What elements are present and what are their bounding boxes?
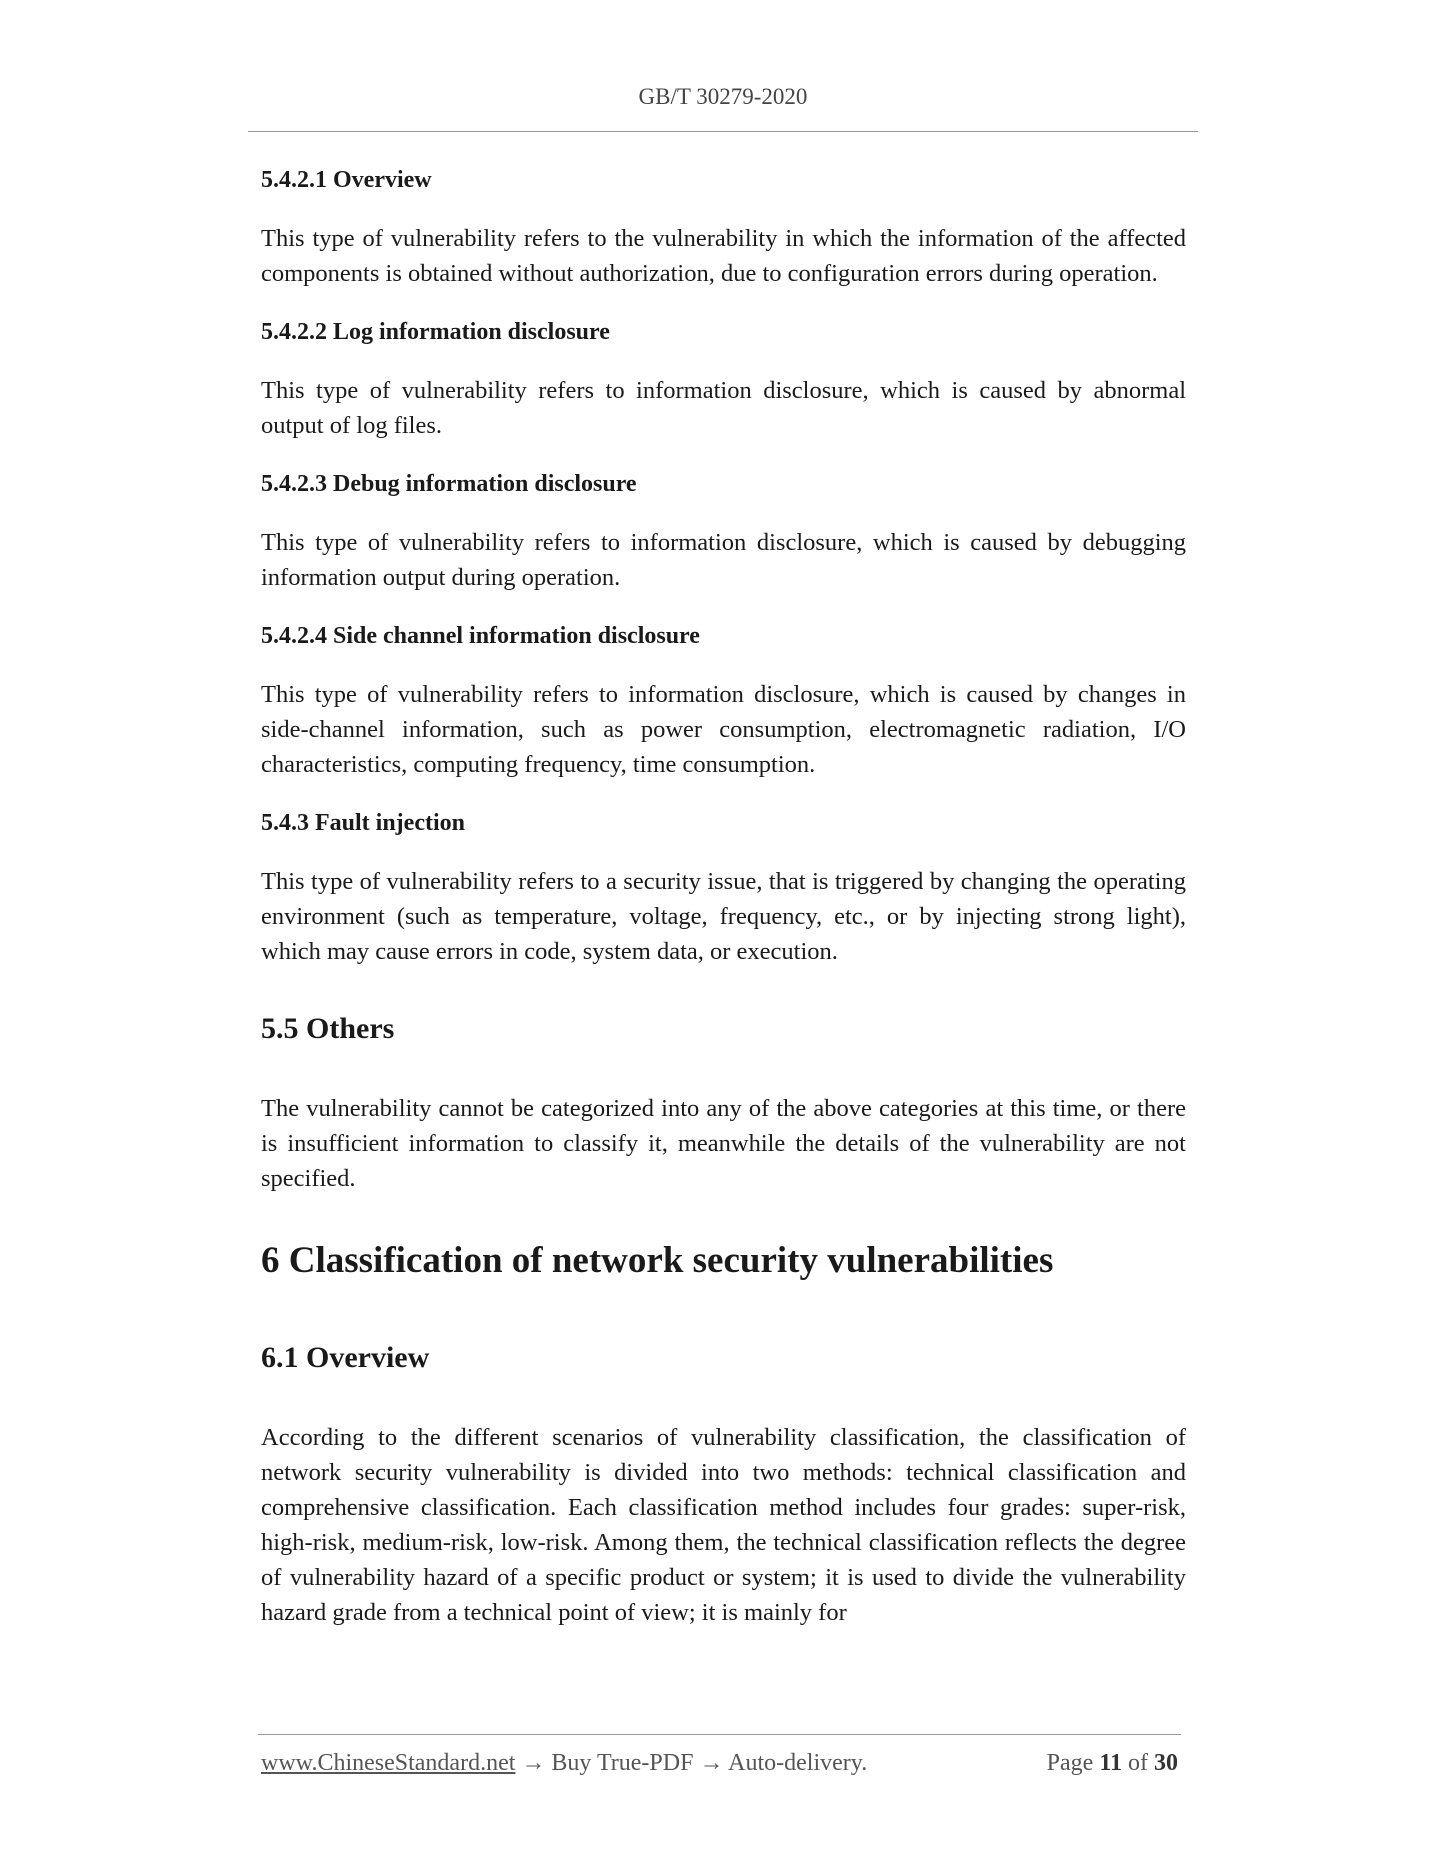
page-label: Page (1046, 1750, 1094, 1776)
heading-5-4-3: 5.4.3 Fault injection (261, 810, 465, 836)
arrow-icon: → (699, 1750, 724, 1776)
paragraph-5-4-3: This type of vulnerability refers to a security issue, that is triggered by changing the operating environment (such as temperature, voltage, frequency, etc., or by injecting strong light), which may cause errors in code, system data, or execution. (261, 868, 1186, 965)
page-indicator (1047, 1750, 1178, 1777)
page-number: 11 (1099, 1750, 1122, 1776)
auto-delivery-text: Auto-delivery. (728, 1750, 868, 1776)
paragraph-5-4-2-1: This type of vulnerability refers to the vulnerability in which the information of the affected components is obtained without authorization, due to configuration errors during operation. (261, 225, 1186, 287)
of-label: of (1128, 1750, 1148, 1776)
paragraph-5-4-2-2: This type of vulnerability refers to information disclosure, which is caused by abnormal output of log files. (261, 377, 1186, 439)
heading-6: 6 Classification of network security vulnerabilities (261, 1240, 1054, 1281)
footer-divider (258, 1734, 1181, 1735)
heading-6-1: 6.1 Overview (261, 1341, 430, 1374)
paragraph-5-4-2-4: This type of vulnerability refers to information disclosure, which is caused by changes in side-channel information, such as power consumption, electromagnetic radiation, I/O characteristics, computing frequency, time consumption. (261, 681, 1186, 778)
paragraph-6-1: According to the different scenarios of vulnerability classification, the classification of network security vulnerability is divided into two methods: technical classification and comprehensive classification. Each classification method includes four grades: super-risk, high-risk, medium-risk, low-risk. Among them, the technical classification reflects the degree of vulnerability hazard of a specific product or system; it is used to divide the vulnerability hazard grade from a technical point of view; it is mainly for (261, 1424, 1186, 1626)
footer-links (261, 1750, 867, 1777)
paragraph-5-4-2-3: This type of vulnerability refers to information disclosure, which is caused by debugging information output during operation. (261, 529, 1186, 591)
header-divider (248, 131, 1198, 132)
arrow-icon: → (521, 1750, 546, 1776)
heading-5-4-2-2: 5.4.2.2 Log information disclosure (261, 319, 610, 345)
heading-5-5: 5.5 Others (261, 1012, 395, 1045)
total-pages: 30 (1154, 1750, 1178, 1776)
heading-5-4-2-1: 5.4.2.1 Overview (261, 167, 432, 193)
site-link[interactable]: www.ChineseStandard.net (261, 1750, 516, 1776)
buy-pdf-text: Buy True-PDF (551, 1750, 694, 1776)
document-header: GB/T 30279-2020 (638, 84, 808, 109)
heading-5-4-2-4: 5.4.2.4 Side channel information disclosure (261, 623, 700, 649)
paragraph-5-5: The vulnerability cannot be categorized into any of the above categories at this time, or there is insufficient information to classify it, meanwhile the details of the vulnerability are not specified. (261, 1095, 1186, 1192)
page-content (261, 160, 1186, 1651)
heading-5-4-2-3: 5.4.2.3 Debug information disclosure (261, 471, 637, 497)
